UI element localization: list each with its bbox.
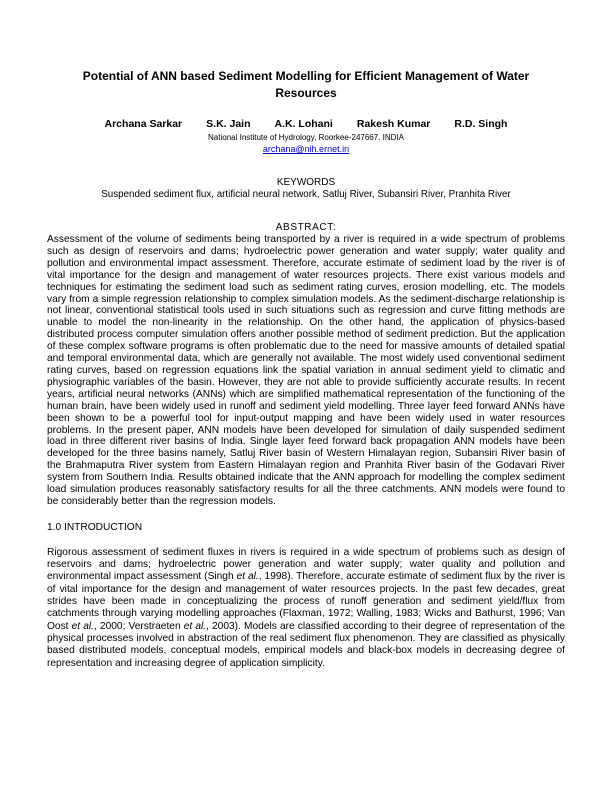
keywords-heading: KEYWORDS xyxy=(276,177,336,188)
abstract-heading: ABSTRACT: xyxy=(275,222,337,233)
author-name: A.K. Lohani xyxy=(274,118,333,130)
email-line xyxy=(47,144,565,155)
affiliation: National Institute of Hydrology, Roorkee-247667. INDIA xyxy=(208,133,404,142)
email-link[interactable]: archana@nih.ernet.in xyxy=(262,144,350,154)
abstract-paragraph: Assessment of the volume of sediments being transported by a river is required in a wide spectrum of problems such as design of reservoirs and dams; hydroelectric power generation and water supply; water quality and pollution and environmental impact assessment. Therefore, accurate estimate of sediment load by the river is of vital importance for the design and management of water resources projects. There exist various models and techniques for estimating the sediment load such as sediment rating curves, erosion modelling, etc. The models vary from a simple regression relationship to complex simulation models. As the sediment-discharge relationship is not linear, conventional statistical tools used in such situations such as regression and curve fitting methods are unable to model the non-linearity in the relationship. On the other hand, the application of physics-based distributed process computer simulation offers another possible method of sediment prediction. But the application of these complex software programs is often problematic due to the need for massive amounts of detailed spatial and temporal environmental data, which are generally not available. The most widely used conventional sediment rating curves, based on regression equations link the spatial variation in annual sediment yield to climatic and physiographic variables of the basin. However, they are not able to provide sufficiently accurate results. In recent years, artificial neural networks (ANNs) which are simplified mathematical representation of the functioning of the human brain, have been widely used in runoff and sediment yield modelling. Three layer feed forward ANNs have been shown to be a powerful tool for input-output mapping and have been widely used in water resources problems. In the present paper, ANN models have been developed for simulation of daily suspended sediment load in three different river basins of India. Single layer feed forward back propagation ANN models have been developed for the three basins namely, Satluj River basin of Western Himalayan region, Subansiri River basin of the Brahmaputra River system from Eastern Himalayan region and Pranhita River basin of the Godavari River system from Southern India. Results obtained indicate that the ANN approach for modelling the complex sediment load simulation produces reasonably satisfactory results for all the three catchments. ANN models were found to be considerably better than the regression models. xyxy=(47,234,565,507)
author-name: Archana Sarkar xyxy=(104,118,183,130)
paper-title: Potential of ANN based Sediment Modelling for Efficient Management of Water Resources xyxy=(82,69,530,100)
section-heading-introduction: 1.0 INTRODUCTION xyxy=(47,521,143,533)
author-list xyxy=(47,118,565,130)
author-name: S.K. Jain xyxy=(206,118,251,130)
author-name: Rakesh Kumar xyxy=(356,118,431,130)
keywords-list: Suspended sediment flux, artificial neural network, Satluj River, Subansiri River, Pranhita River xyxy=(101,189,511,200)
author-name: R.D. Singh xyxy=(454,118,508,130)
introduction-paragraph: Rigorous assessment of sediment fluxes in rivers is required in a wide spectrum of problems such as design of reservoirs and dams; hydroelectric power generation and water supply; water quality and pollution and environmental impact assessment (Singh et al., 1998). Therefore, accurate estimate of sediment flux by the river is of vital importance for the design and management of water resources projects. In the past few decades, great strides have been made in conceptualizing the process of runoff generation and sediment yield/flux from catchments through varying modelling approaches (Flaxman, 1972; Walling, 1983; Wicks and Bathurst, 1996; Van Oost et al., 2000; Verstraeten et al., 2003). Models are classified according to their degree of representation of the physical processes involved in abstraction of the real sediment flux phenomenon. They are classified as physically based distributed models, conceptual models, empirical models and black-box models in decreasing degree of representation and increasing degree of application simplicity. xyxy=(47,546,565,669)
